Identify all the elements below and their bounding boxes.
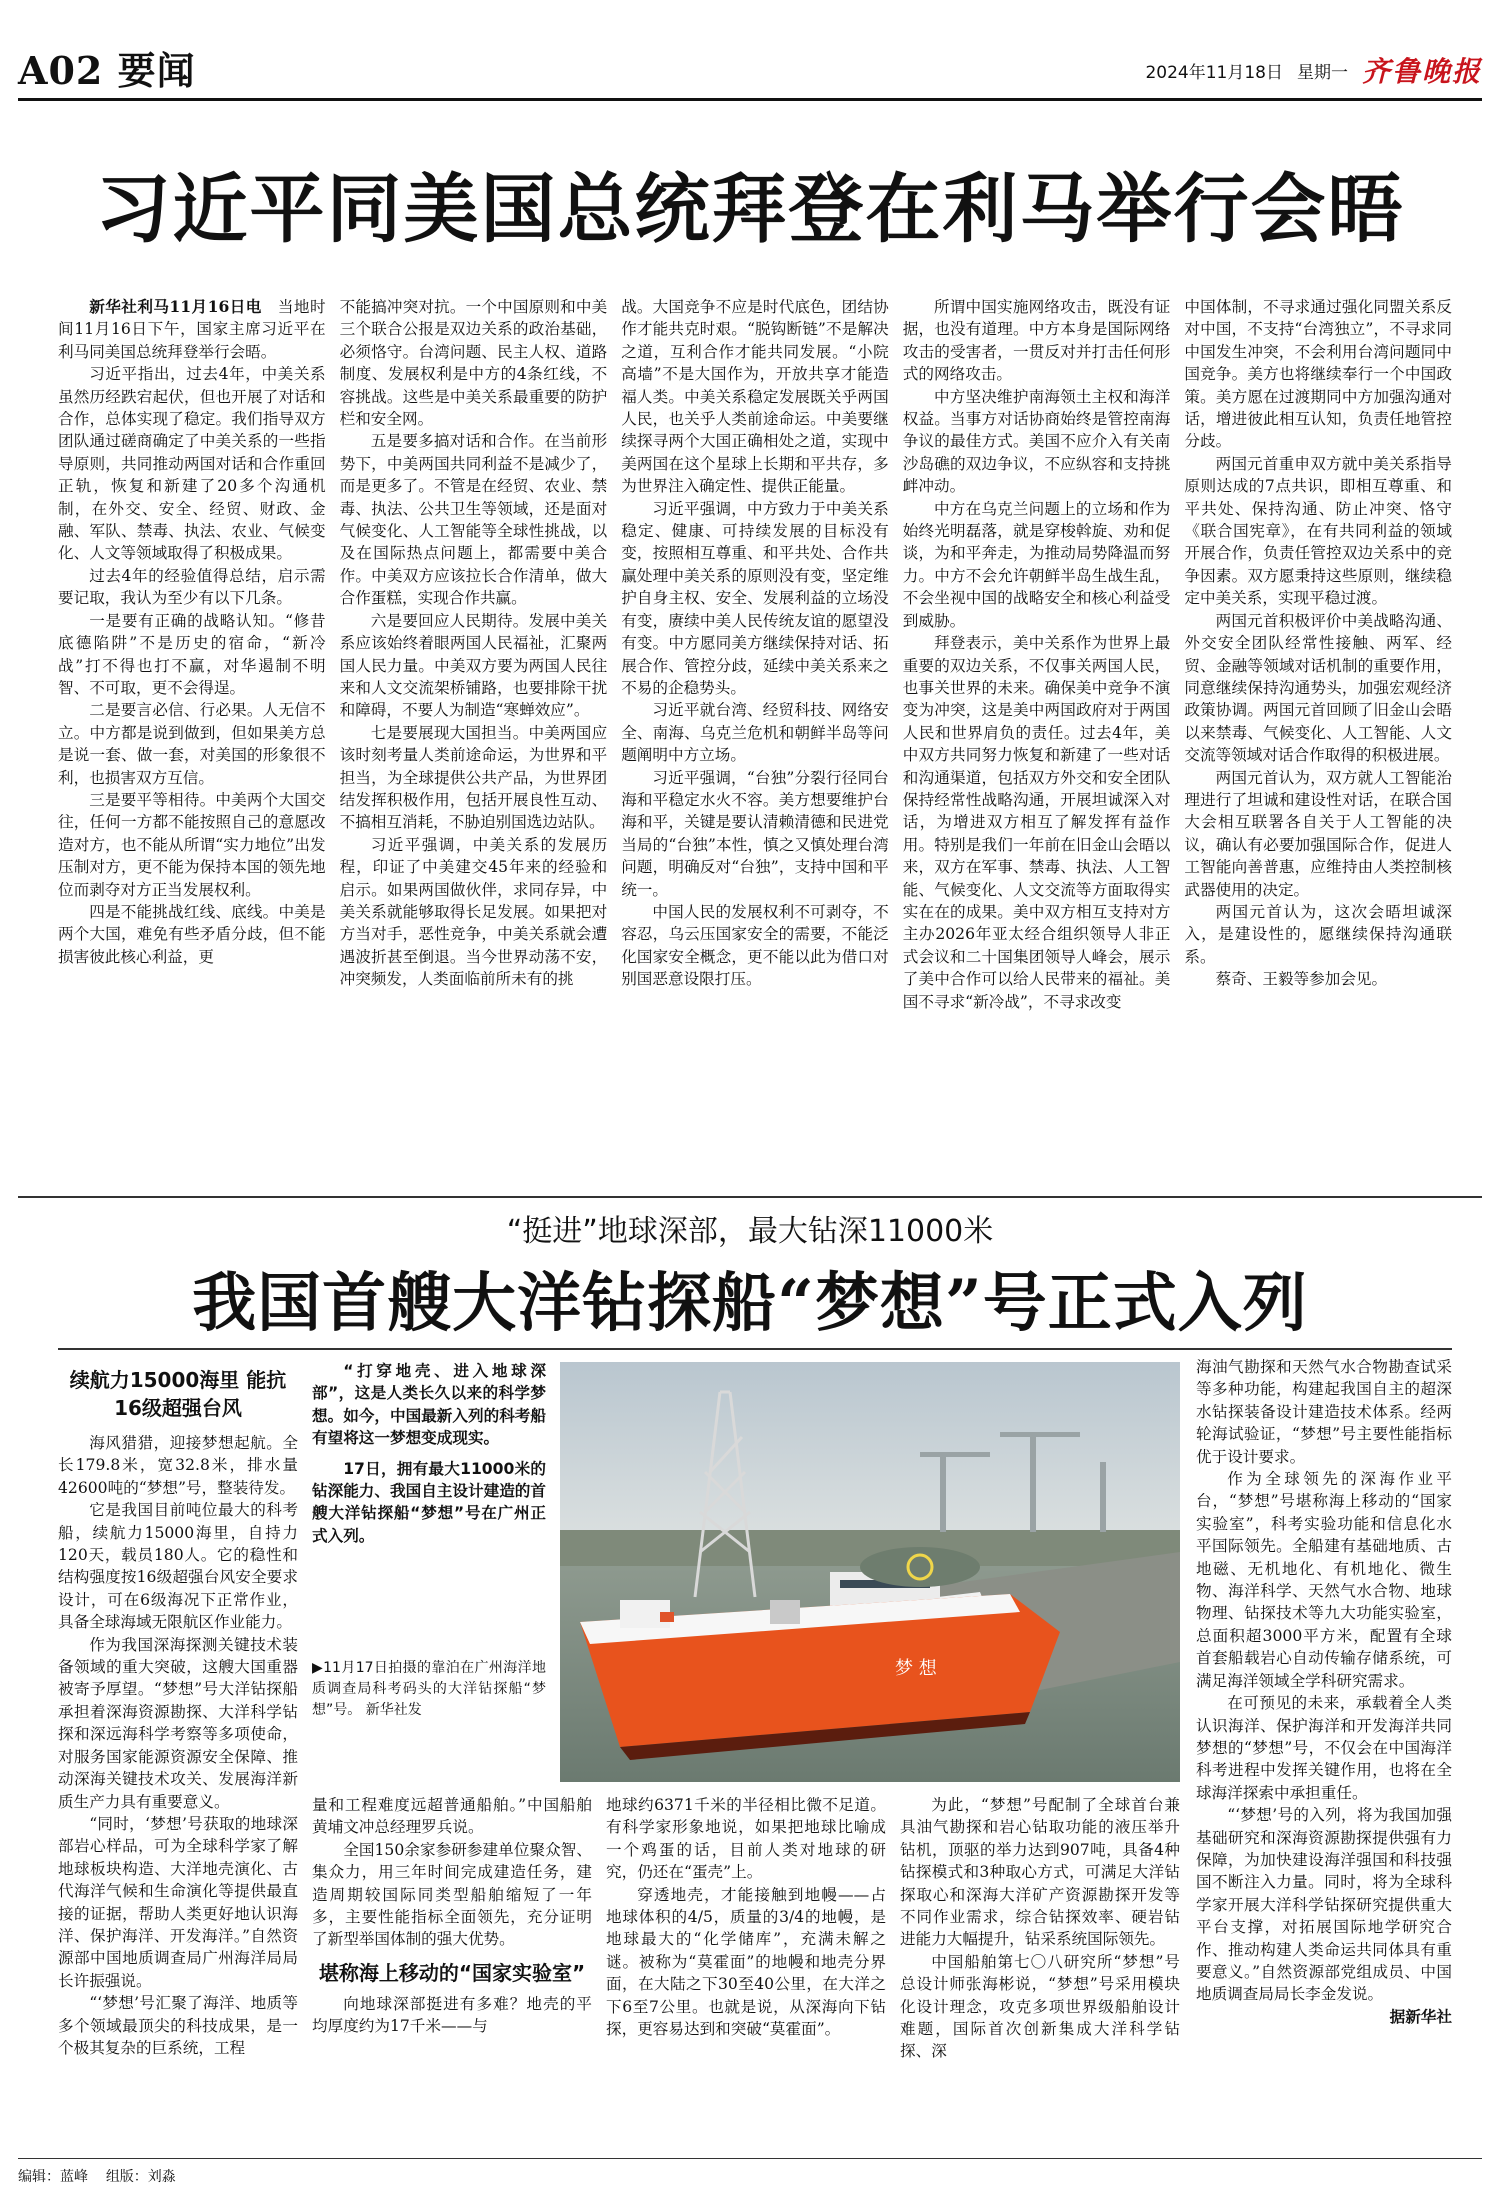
paragraph: 地球约6371千米的半径相比微不足道。有科学家形象地说，如果把地球比喻成一个鸡蛋的话，目前人类对地球的研究，仍还在“蛋壳”上。 bbox=[606, 1796, 886, 1882]
section-label: A02 要闻 bbox=[18, 48, 196, 93]
story2-subhead: 续航力15000海里 能抗16级超强台风 bbox=[69, 1368, 287, 1420]
paragraph: 两国元首认为，双方就人工智能治理进行了坦诚和建设性对话，在联合国大会相互联署各自关于人工智能的决议，确认有必要加强国际合作，促进人工智能向善普惠，应维持由人类控制核武器使用的决定。 bbox=[1184, 768, 1452, 899]
paragraph: 所谓中国实施网络攻击，既没有证据，也没有道理。中方本身是国际网络攻击的受害者，一贯反对并打击任何形式的网络攻击。 bbox=[902, 298, 1171, 384]
masthead-rule bbox=[18, 98, 1482, 101]
paragraph: 四是不能挑战红线、底线。中美是两个大国，难免有些矛盾分歧，但不能损害彼此核心利益，更 bbox=[58, 902, 326, 966]
story2-kicker: “挺进”地球深部，最大钻深11000米 bbox=[506, 1214, 994, 1249]
paragraph: 拜登表示，美中关系作为世界上最重要的双边关系，不仅事关两国人民，也事关世界的未来。确保美中竞争不演变为冲突，这是美中两国政府对于两国人民和世界肩负的责任。过去4年，美中双方共同努力恢复和新建了一些对话和沟通渠道，包括双方外交和安全团队保持经常性战略沟通，开展坦诚深入对话，为增进双方相互了解发挥有益作用。特别是我们一年前在旧金山会晤以来，双方在军事、禁毒、执法、人工智能、气候变化、人文交流等方面取得实实在在的成果。美中双方相互支持对方主办2026年亚太经合组织领导人非正式会议和二十国集团领导人峰会，展示了美中合作可以给人民带来的福祉。美国不寻求“新冷战”，不寻求改变 bbox=[902, 634, 1171, 1011]
paragraph: 全国150余家参研参建单位聚众智、集众力，用三年时间完成建造任务，建造周期较国际同类型船舶缩短了一年多，主要性能指标全面领先，充分证明了新型举国体制的强大优势。 bbox=[312, 1840, 592, 1949]
paragraph: 蔡奇、王毅等参加会见。 bbox=[1215, 970, 1388, 989]
masthead bbox=[18, 36, 1482, 94]
paragraph: 战。大国竞争不应是时代底色，团结协作才能共克时艰。“脱钩断链”不是解决之道，互利合作才能共同发展。“小院高墙”不是大国作为，开放共享才能造福人类。中美关系稳定发展既关乎两国人民，也关乎人类前途命运。中美要继续探寻两个大国正确相处之道，实现中美两国在这个星球上长期和平共存，多为世界注入确定性、提供正能量。 bbox=[621, 298, 889, 496]
story2-intro bbox=[312, 1360, 546, 1555]
paragraph: 六是要回应人民期待。发展中美关系应该始终着眼两国人民福祉，汇聚两国人民力量。中美双方要为两国人民往来和人文交流架桥铺路，也要排除干扰和障碍，不要人为制造“寒蝉效应”。 bbox=[339, 611, 608, 720]
story2-left-column bbox=[58, 1366, 298, 2146]
story1-column bbox=[621, 296, 889, 1186]
story2-bottom bbox=[312, 1794, 1180, 2144]
paragraph: 中方在乌克兰问题上的立场和作为始终光明磊落，就是穿梭斡旋、劝和促谈，为和平奔走，为推动局势降温而努力。中方不会允许朝鲜半岛生战生乱，不会坐视中国的战略安全和核心利益受到威胁。 bbox=[902, 499, 1171, 630]
story2-subhead-2: 堪称海上移动的“国家实验室” bbox=[318, 1960, 586, 1985]
paragraph: 海油气勘探和天然气水合物勘查试采等多种功能，构建起我国自主的超深水钻探装备设计建造技术体系。经两轮海试验证，“梦想”号主要性能指标优于设计要求。 bbox=[1196, 1358, 1452, 1466]
paper-logo: 齐鲁晚报 bbox=[1361, 55, 1482, 88]
story2-right-column bbox=[1196, 1356, 1452, 2146]
story2-byline: 据新华社 bbox=[1389, 2007, 1452, 2026]
story2-column bbox=[312, 1794, 592, 2144]
paragraph: 五是要多搞对话和合作。在当前形势下，中美两国共同利益不是减少了，而是更多了。不管是在经贸、农业、禁毒、执法、公共卫生等领域，还是面对气候变化、人工智能等全球性挑战，以及在国际热点问题上，都需要中美合作。中美双方应该拉长合作清单，做大合作蛋糕，实现合作共赢。 bbox=[339, 432, 608, 608]
paragraph: 作为全球领先的深海作业平台，“梦想”号堪称海上移动的“国家实验室”，科考实验功能和信息化水平国际领先。全船建有基础地质、古地磁、无机地化、有机地化、微生物、海洋科学、天然气水合物、地球物理、钻探技术等九大功能实验室，总面积超3000平方米，配置有全球首套船载岩心自动传输存储系统，可满足海洋领域全学科研究需求。 bbox=[1196, 1470, 1452, 1690]
paragraph: 习近平强调，中美关系的发展历程，印证了中美建交45年来的经验和启示。如果两国做伙伴，求同存异，中美关系就能够取得长足发展。如果把对方当对手，恶性竞争，中美关系就会遭遇波折甚至倒退。当今世界动荡不安，冲突频发，人类面临前所未有的挑 bbox=[339, 835, 608, 989]
paragraph: 二是要言必信、行必果。人无信不立。中方都是说到做到，但如果美方总是说一套、做一套，对美国的形象很不利，也损害双方互信。 bbox=[58, 701, 326, 787]
paragraph: 习近平指出，过去4年，中美关系虽然历经跌宕起伏，但也开展了对话和合作，总体实现了稳定。我们指导双方团队通过磋商确定了中美关系的一些指导原则，共同推动两国对话和合作重回正轨，恢复和新建了20多个沟通机制，在外交、安全、经贸、财政、金融、军队、禁毒、执法、农业、气候变化、人文等领域取得了积极成果。 bbox=[58, 365, 326, 563]
paragraph: “‘梦想’号的入列，将为我国加强基础研究和深海资源勘探提供强有力保障，为加快建设海洋强国和科技强国不断注入力量。同时，将为全球科学家开展大洋科学钻探研究提供重大平台支撑，对拓展国际地学研究合作、推动构建人类命运共同体具有重要意义。”自然资源部党组成员、中国地质调查局局长李金发说。 bbox=[1196, 1806, 1452, 2004]
story1-column bbox=[340, 296, 608, 1186]
footer bbox=[18, 2166, 176, 2186]
helideck bbox=[860, 1547, 980, 1587]
paragraph: 作为我国深海探测关键技术装备领域的重大突破，这艘大国重器被寄予厚望。“梦想”号大洋钻探船承担着深海资源勘探、大洋科学钻探和深远海科学考察等多项使命，对服务国家能源资源安全保障、推动深海关键技术攻关、发展海洋新质生产力具有重要意义。 bbox=[58, 1635, 298, 1811]
paragraph: 中方坚决维护南海领土主权和海洋权益。当事方对话协商始终是管控南海争议的最佳方式。美国不应介入有关南沙岛礁的双边争议，不应纵容和支持挑衅冲动。 bbox=[902, 387, 1171, 496]
paragraph: 中国人民的发展权利不可剥夺，不容忍，乌云压国家安全的需要，不能泛化国家安全概念，更不能以此为借口对别国恶意设限打压。 bbox=[621, 902, 889, 989]
paragraph: 两国元首积极评价中美战略沟通、外交安全团队经常性接触、两军、经贸、金融等领域对话机制的重要作用，同意继续保持沟通势头，加强宏观经济政策协调。两国元首回顾了旧金山会晤以来禁毒、气候变化、人工智能、人文交流等领域对话合作取得的积极进展。 bbox=[1184, 611, 1452, 765]
paragraph: 它是我国目前吨位最大的科考船，续航力15000海里，自持力120天，载员180人。它的稳性和结构强度按16级超强台风安全要求设计，可在6级海况下正常作业，具备全球海域无限航区作业能力。 bbox=[58, 1501, 298, 1632]
paragraph: “同时，‘梦想’号获取的地球深部岩心样品，可为全球科学家了解地球板块构造、大洋地壳演化、古代海洋气候和生命演化等提供最直接的证据，帮助人类更好地认识海洋、保护海洋、开发海洋。”自然资源部中国地质调查局广州海洋局局长许振强说。 bbox=[58, 1814, 298, 1990]
paragraph: 当地时间11月16日下午，国家主席习近平在利马同美国总统拜登举行会晤。 bbox=[58, 298, 326, 361]
paragraph: “打穿地壳、进入地球深部”，这是人类长久以来的科学梦想。如今，中国最新入列的科考船有望将这一梦想变成现实。 bbox=[312, 1362, 546, 1448]
story2-column bbox=[900, 1794, 1180, 2144]
paragraph: 中国船舶第七〇八研究所“梦想”号总设计师张海彬说，“梦想”号采用模块化设计理念，攻克多项世界级船舶设计难题，国际首次创新集成大洋科学钻探、深 bbox=[900, 1952, 1180, 2061]
masthead-meta bbox=[1145, 50, 1482, 90]
paragraph: 17日，拥有最大11000米的钻深能力、我国自主设计建造的首艘大洋钻探船“梦想”号在广州正式入列。 bbox=[312, 1459, 546, 1545]
paragraph: 在可预见的未来，承载着全人类认识海洋、保护海洋和开发海洋共同梦想的“梦想”号，不仅会在中国海洋科考进程中发挥关键作用，也将在全球海洋探索中承担重任。 bbox=[1196, 1694, 1452, 1802]
paragraph: 穿透地壳，才能接触到地幔——占地球体积的4/5，质量的3/4的地幔，是地球最大的“化学储库”，充满未解之谜。被称为“莫霍面”的地幔和地壳分界面，在大陆之下30至40公里，在大洋之下6至7公里。也就是说，从深海向下钻探，更容易达到和突破“莫霍面”。 bbox=[606, 1885, 886, 2039]
ship-photo bbox=[560, 1362, 1180, 1782]
paragraph: 习近平就台湾、经贸科技、网络安全、南海、乌克兰危机和朝鲜半岛等问题阐明中方立场。 bbox=[621, 701, 889, 765]
paragraph: 三是要平等相待。中美两个大国交往，任何一方都不能按照自己的意愿改造对方，也不能从所谓“实力地位”出发压制对方，更不能为保持本国的领先地位而剥夺对方正当发展权利。 bbox=[58, 790, 326, 899]
paragraph: 习近平强调，“台独”分裂行径同台海和平稳定水火不容。美方想要维护台海和平，关键是要认清赖清德和民进党当局的“台独”本性，慎之又慎处理台湾问题，明确反对“台独”，支持中国和平统一。 bbox=[621, 768, 889, 899]
story1-column bbox=[903, 296, 1171, 1186]
story1-dateline: 新华社利马11月16日电 bbox=[89, 297, 262, 316]
paragraph: 中国体制，不寻求通过强化同盟关系反对中国，不支持“台湾独立”，不寻求同中国发生冲突，不会利用台湾问题同中国竞争。美方也将继续奉行一个中国政策。美方愿在过渡期同中方加强沟通对话，增进彼此相互认知，负责任地管控分歧。 bbox=[1184, 298, 1452, 451]
issue-date: 2024年11月18日 bbox=[1145, 62, 1283, 83]
story1-column bbox=[58, 296, 326, 1186]
footer-rule bbox=[18, 2158, 1482, 2159]
story1-column bbox=[1184, 296, 1452, 1186]
paragraph: 两国元首认为，这次会晤坦诚深入，是建设性的，愿继续保持沟通联系。 bbox=[1184, 902, 1452, 966]
story-divider bbox=[18, 1196, 1482, 1198]
layout-credit: 组版：刘淼 bbox=[105, 2169, 176, 2185]
story2-rule bbox=[58, 1348, 1452, 1350]
photo-caption: ▶11月17日拍摄的靠泊在广州海洋地质调查局科考码头的大洋钻探船“梦想”号。 新华社发 bbox=[312, 1660, 546, 1718]
hull-name: 梦 想 bbox=[895, 1658, 937, 1679]
story2-column bbox=[606, 1794, 886, 2144]
paragraph: 不能搞冲突对抗。一个中国原则和中美三个联合公报是双边关系的政治基础，必须恪守。台湾问题、民主人权、道路制度、发展权利是中方的4条红线，不容挑战。这些是中美关系最重要的防护栏和安全网。 bbox=[339, 298, 608, 429]
paragraph: 一是要有正确的战略认知。“修昔底德陷阱”不是历史的宿命，“新冷战”打不得也打不赢，对华遏制不明智、不可取，更不会得逞。 bbox=[58, 611, 326, 697]
issue-weekday: 星期一 bbox=[1296, 62, 1348, 83]
editor-credit: 编辑：蓝峰 bbox=[18, 2169, 88, 2185]
paragraph: 向地球深部挺进有多难？地壳的平均厚度约为17千米——与 bbox=[312, 1994, 592, 2036]
paragraph: 两国元首重申双方就中美关系指导原则达成的7点共识，即相互尊重、和平共处、保持沟通、防止冲突、恪守《联合国宪章》，在有共同利益的领域开展合作，负责任管控双边关系中的竞争因素。双方愿秉持这些原则，继续稳定中美关系，实现平稳过渡。 bbox=[1184, 454, 1452, 608]
paragraph: 量和工程难度远超普通船舶。”中国船舶黄埔文冲总经理罗兵说。 bbox=[312, 1796, 592, 1837]
story1-body bbox=[58, 296, 1452, 1186]
paragraph: 习近平强调，中方致力于中美关系稳定、健康、可持续发展的目标没有变，按照相互尊重、和平共处、合作共赢处理中美关系的原则没有变，坚定维护自身主权、安全、发展利益的立场没有变，赓续中美人民传统友谊的愿望没有变。中方愿同美方继续保持对话、拓展合作、管控分歧，延续中美关系来之不易的企稳势头。 bbox=[621, 499, 889, 697]
story1-headline: 习近平同美国总统拜登在利马举行会晤 bbox=[95, 165, 1405, 253]
paragraph: 七是要展现大国担当。中美两国应该时刻考量人类前途命运，为世界和平担当，为全球提供公共产品，为世界团结发挥积极作用，包括开展良性互动、不搞相互消耗，不胁迫别国选边站队。 bbox=[339, 723, 608, 832]
paragraph: 海风猎猎，迎接梦想起航。全长179.8米，宽32.8米，排水量42600吨的“梦想”号，整装待发。 bbox=[58, 1434, 298, 1497]
paragraph: “‘梦想’号汇聚了海洋、地质等多个领域最顶尖的科技成果，是一个极其复杂的巨系统，工程 bbox=[58, 1994, 298, 2057]
ship-illustration bbox=[560, 1362, 1180, 1782]
paragraph: 过去4年的经验值得总结，启示需要记取，我认为至少有以下几条。 bbox=[58, 566, 326, 608]
story2-headline: 我国首艘大洋钻探船“梦想”号正式入列 bbox=[192, 1266, 1308, 1341]
paragraph: 为此，“梦想”号配制了全球首台兼具油气勘探和岩心钻取功能的液压举升钻机，顶驱的举力达到907吨，具备4种钻探模式和3种取心方式，可满足大洋钻探取心和深海大洋矿产资源勘探开发等不同作业需求，综合钻探效率、硬岩钻进能力大幅提升，钻采系统国际领先。 bbox=[900, 1796, 1180, 1949]
